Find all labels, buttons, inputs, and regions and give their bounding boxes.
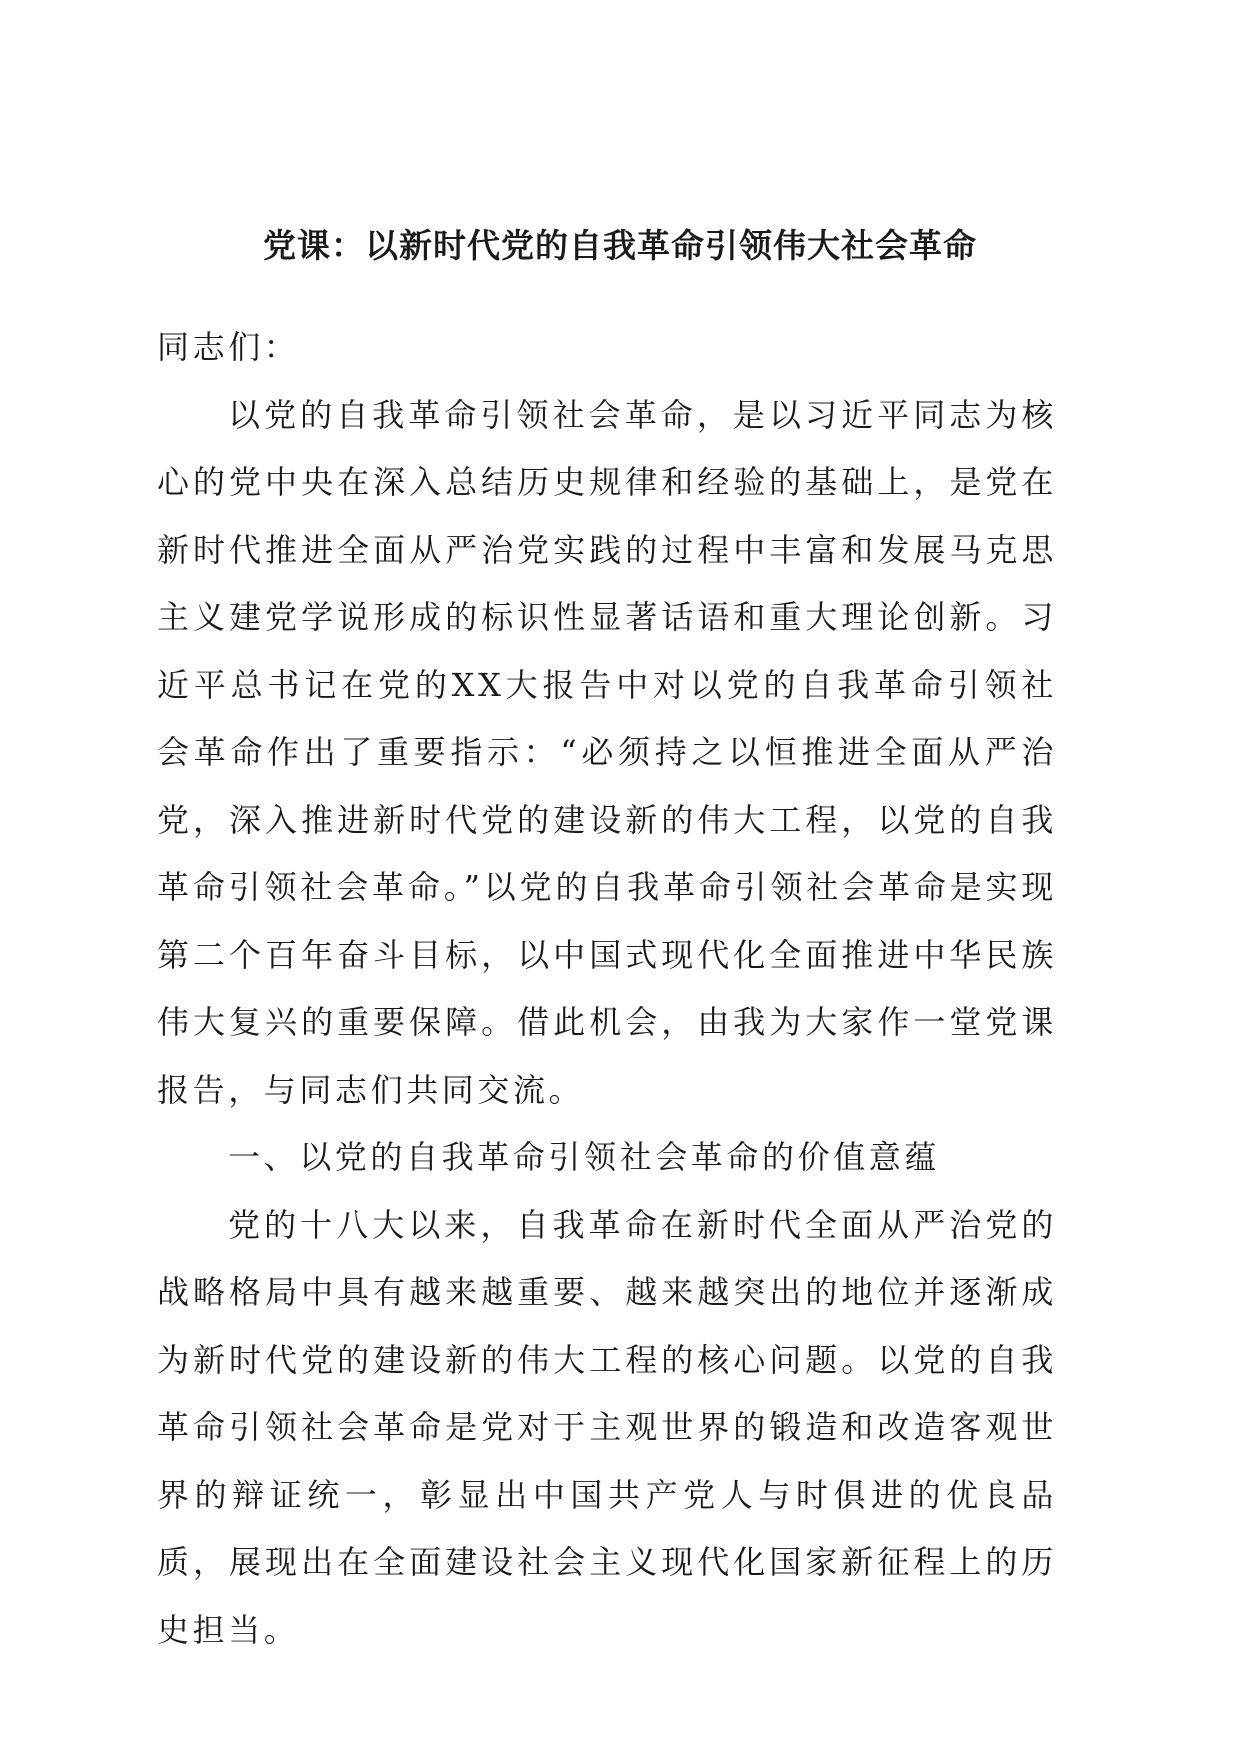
paragraph-section-1: 党的十八大以来，自我革命在新时代全面从严治党的战略格局中具有越来越重要、越来越突出的地位并逐渐成为新时代党的建设新的伟大工程的核心问题。以党的自我革命引领社会革命是党对于主观世界的锻造和改造客观世界的辩证统一，彰显出中国共产党人与时俱进的优良品质，展现出在全面建设社会主义现代化国家新征程上的历史担当。 bbox=[157, 1205, 1057, 1649]
paragraph-intro: 以党的自我革命引领社会革命，是以习近平同志为核心的党中央在深入总结历史规律和经验的基础上，是党在新时代推进全面从严治党实践的过程中丰富和发展马克思主义建党学说形成的标识性显著话语和重大理论创新。习近平总书记在党的XX大报告中对以党的自我革命引领社会革命作出了重要指示：“必须持之以恒推进全面从严治党，深入推进新时代党的建设新的伟大工程，以党的自我革命引领社会革命。”以党的自我革命引领社会革命是实现第二个百年奋斗目标，以中国式现代化全面推进中华民族伟大复兴的重要保障。借此机会，由我为大家作一堂党课报告，与同志们共同交流。 bbox=[157, 395, 1057, 1109]
salutation: 同志们： bbox=[157, 328, 300, 366]
document-title: 党课：以新时代党的自我革命引领伟大社会革命 bbox=[263, 226, 977, 265]
document-body bbox=[157, 314, 1057, 1664]
section-heading-1: 一、以党的自我革命引领社会革命的价值意蕴 bbox=[228, 1138, 941, 1176]
